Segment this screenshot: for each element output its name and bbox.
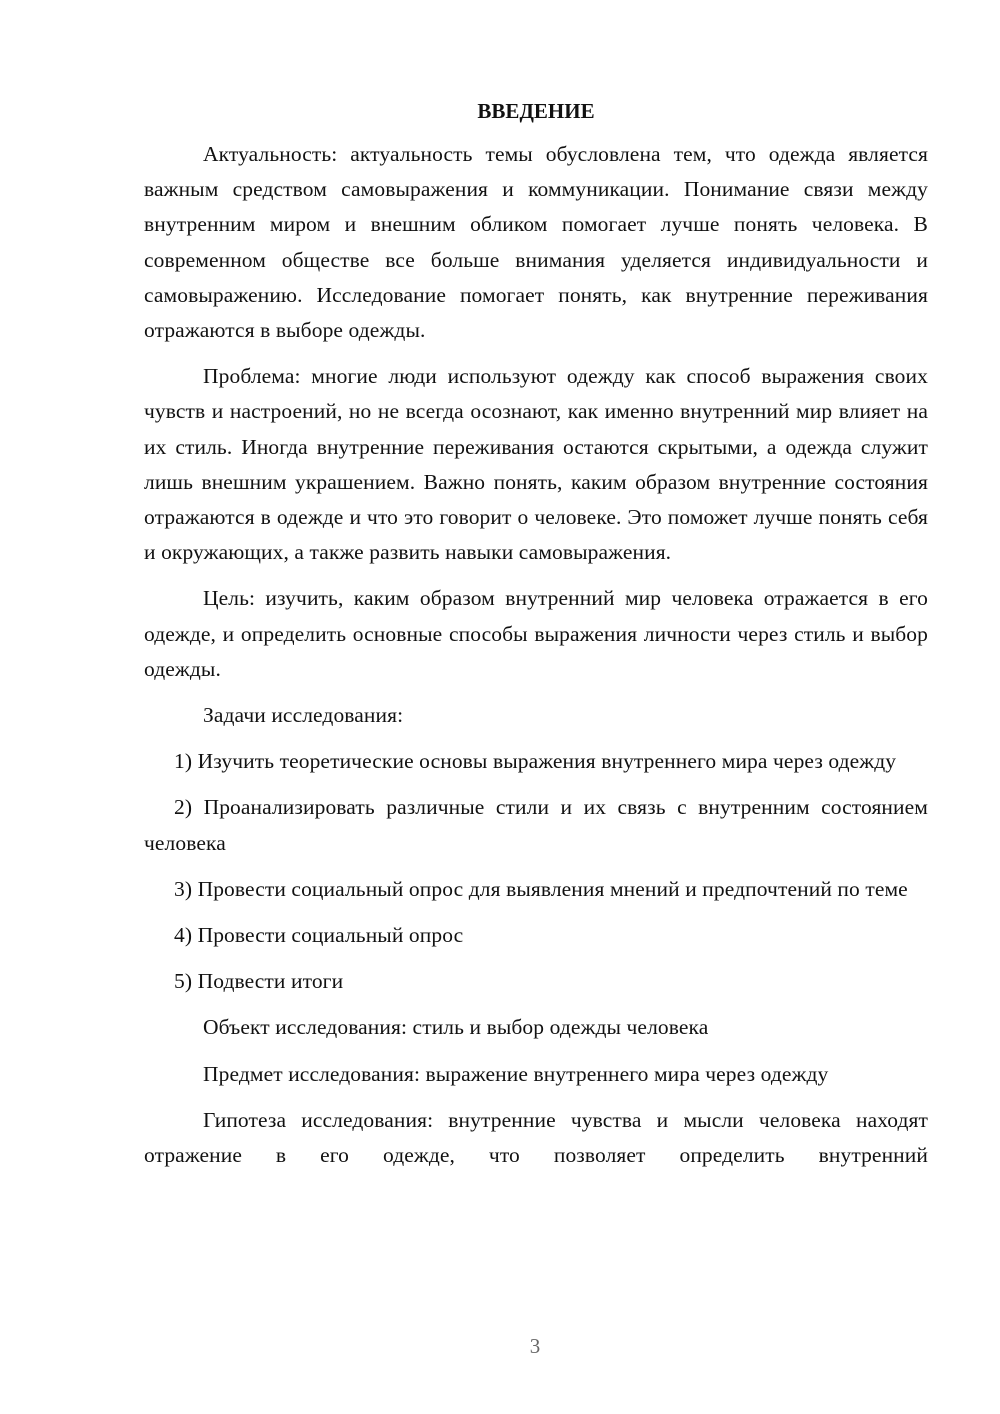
problem-paragraph: Проблема: многие люди используют одежду как способ выражения своих чувств и настроений, но не всегда осознают, как именно внутренний мир влияет на их стиль. Иногда внутренние переживания остаются скрытыми, а одежда служит лишь внешним украшением. Важно понять, каким образом внутренние состояния отражаются в одежде и что это говорит о человеке. Это поможет лучше понять себя и окружающих, а также развить навыки самовыражения. <box>144 364 928 565</box>
hypothesis-paragraph: Гипотеза исследования: внутренние чувства и мысли человека находят отражение в его одежде, что позволяет определить внутренний <box>144 1107 928 1168</box>
goal-paragraph: Цель: изучить, каким образом внутренний мир человека отражается в его одежде, и определить основные способы выражения личности через стиль и выбор одежды. <box>144 586 928 681</box>
tasks-heading: Задачи исследования: <box>203 703 404 728</box>
subject-paragraph: Предмет исследования: выражение внутреннего мира через одежду <box>203 1061 829 1086</box>
page-content <box>144 96 928 1173</box>
object-paragraph: Объект исследования: стиль и выбор одежды человека <box>203 1015 709 1040</box>
task-item-4: 4) Провести социальный опрос <box>174 923 464 948</box>
task-item-5: 5) Подвести итоги <box>174 969 344 994</box>
page-number: 3 <box>529 1334 541 1358</box>
relevance-paragraph: Актуальность: актуальность темы обусловлена тем, что одежда является важным средством самовыражения и коммуникации. Понимание связи между внутренним миром и внешним обликом помогает лучше понять человека. В современном обществе все больше внимания уделяется индивидуальности и самовыражению. Исследование помогает понять, как внутренние переживания отражаются в выборе одежды. <box>144 142 928 343</box>
task-item-3: 3) Провести социальный опрос для выявления мнений и предпочтений по теме <box>174 876 908 901</box>
section-heading: ВВЕДЕНИЕ <box>477 99 595 123</box>
task-item-1: 1) Изучить теоретические основы выражения внутреннего мира через одежду <box>174 749 897 774</box>
task-item-2: 2) Проанализировать различные стили и их связь с внутренним состоянием человека <box>144 795 928 855</box>
